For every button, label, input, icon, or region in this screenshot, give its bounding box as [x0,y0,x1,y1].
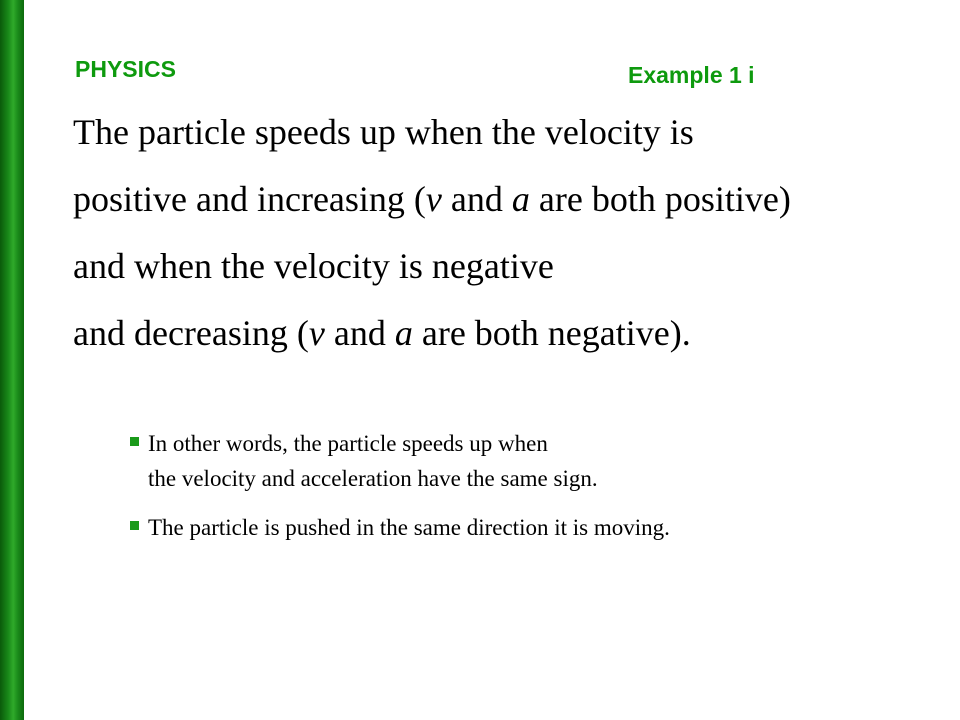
velocity-variable: v [308,313,325,353]
main-line-1 [73,114,943,181]
bullet-item [128,426,928,496]
bullet-list [128,426,928,559]
main-line-2 [73,181,943,248]
square-bullet-icon [130,521,139,530]
main-line-1-text: The particle speeds up when the velocity is [73,112,694,152]
main-line-2-text-a: positive and increasing ( [73,179,426,219]
bullet-item [128,510,928,545]
bullet-text-line: the velocity and acceleration have the same sign. [148,466,598,491]
main-line-3-text: and when the velocity is negative [73,246,554,286]
bullet-text-line: In other words, the particle speeds up when [148,431,548,456]
main-line-4 [73,315,943,382]
acceleration-variable: a [394,313,413,353]
main-line-4-text-c: are both negative). [412,313,691,353]
main-line-3 [73,248,943,315]
main-line-4-text-b: and [324,313,395,353]
green-side-bar [0,0,24,720]
main-line-2-text-b: and [441,179,512,219]
square-bullet-icon [130,437,139,446]
example-label: Example 1 i [628,62,755,88]
acceleration-variable: a [511,179,530,219]
main-text [73,114,943,382]
main-line-2-text-c: are both positive) [529,179,791,219]
velocity-variable: v [425,179,442,219]
subject-label: PHYSICS [75,56,176,82]
main-line-4-text-a: and decreasing ( [73,313,309,353]
bullet-text-line: The particle is pushed in the same direction it is moving. [148,515,670,540]
